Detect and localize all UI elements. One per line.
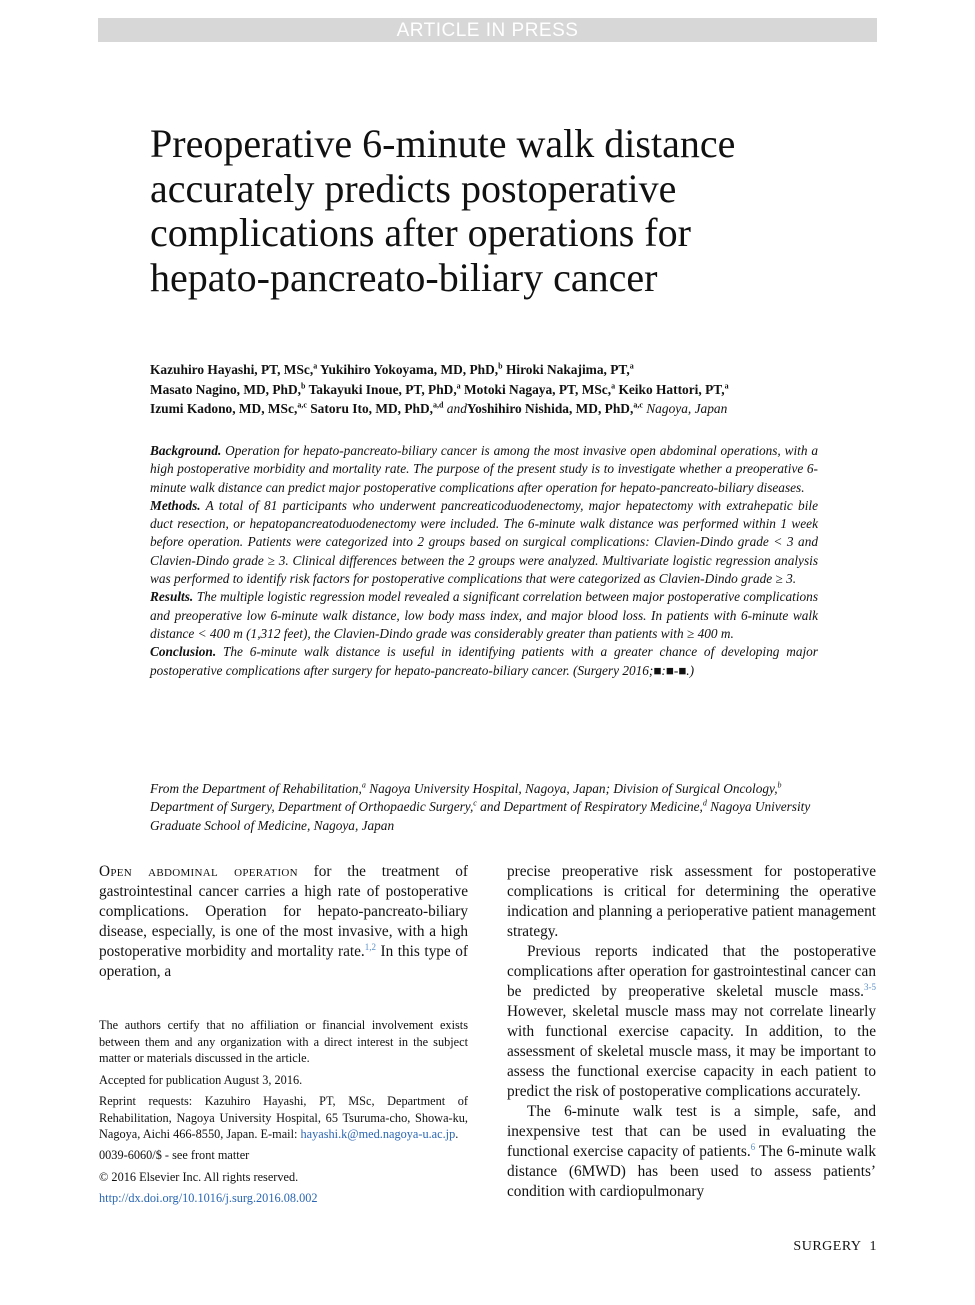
abstract-heading: Conclusion.	[150, 644, 217, 660]
author-name: Yukihiro Yokoyama, MD, PhD,	[320, 362, 499, 377]
author-location: Nagoya, Japan	[646, 401, 728, 416]
affiliation-mark: d	[702, 798, 707, 808]
affiliation-mark: b	[301, 381, 306, 391]
article-title: Preoperative 6-minute walk distance accurately predicts postoperative complications after operations for hepato-pancreato-biliary cancer	[150, 121, 736, 300]
affiliation-text: Nagoya University Graduate School of Medicine, Nagoya, Japan	[150, 799, 811, 833]
affiliation-text: Department of Surgery, Department of Orthopaedic Surgery,	[150, 799, 474, 815]
affiliation-mark: a,d	[432, 400, 444, 410]
affiliation-mark: a	[724, 381, 729, 391]
doi-link[interactable]: http://dx.doi.org/10.1016/j.surg.2016.08.002	[99, 1190, 318, 1205]
abstract-heading: Methods.	[150, 497, 201, 513]
affiliation-mark: a	[456, 381, 461, 391]
author-name: Satoru Ito, MD, PhD,	[310, 401, 433, 416]
citation-link[interactable]: 3-5	[864, 981, 876, 992]
conflict-statement: The authors certify that no affiliation or financial involvement exists between them and any organization with a direct interest in the subject matter or materials discussed in the article.	[99, 1018, 468, 1066]
author-name: Takayuki Inoue, PT, PhD,	[308, 381, 457, 397]
author-name: Keiko Hattori, PT,	[618, 381, 725, 397]
author-line-3	[150, 401, 727, 416]
abstract-text: Operation for hepato-pancreato-biliary cancer is among the most invasive open abdominal operations, with a high postoperative morbidity and mortality rate. The purpose of the present study is to investigate whether a preoperative 6-minute walk distance can predict major postoperative complications after operation for hepato-pancreato-biliary diseases.	[150, 443, 818, 495]
abstract-conclusion	[150, 643, 818, 680]
body-paragraph	[507, 942, 876, 1102]
affiliation-text: and Department of Respiratory Medicine,	[476, 799, 703, 815]
affiliation-mark: a,c	[633, 400, 643, 410]
affiliation-mark: b	[777, 780, 782, 790]
affiliation-mark: a	[313, 361, 318, 371]
body-text: The 6-minute walk test is a simple, safe, and inexpensive test that can be used in evaluating the functional exercise capacity of patients.	[507, 1103, 876, 1160]
body-column-left	[99, 862, 468, 982]
affiliation-mark: c	[473, 798, 477, 808]
body-paragraph: precise preoperative risk assessment for postoperative complications is critical for determining the operative indication and planning a perioperative patient management strategy.	[507, 863, 876, 940]
affiliation-mark: a	[629, 361, 634, 371]
abstract-text: The 6-minute walk distance is useful in identifying patients with a greater chance of developing major postoperative complications after surgery for hepato-pancreato-biliary cancer. (Surgery 2016;■:■-■.)	[150, 644, 818, 678]
body-column-right	[507, 862, 876, 1202]
article-footnotes	[99, 1017, 468, 1211]
issn-line: 0039-6060/$ - see front matter	[99, 1148, 250, 1163]
author-name: Hiroki Nakajima, PT,	[505, 362, 630, 377]
author-name: Masato Nagino, MD, PhD,	[150, 381, 302, 397]
affiliation-text: From the Department of Rehabilitation,	[150, 781, 362, 796]
author-name: Motoki Nagaya, PT, MSc,	[464, 381, 612, 397]
email-link[interactable]: hayashi.k@med.nagoya-u.ac.jp	[300, 1127, 456, 1142]
abstract	[150, 442, 818, 680]
abstract-text: A total of 81 participants who underwent pancreaticoduodenectomy, major hepatectomy with extrahepatic bile duct resection, or hepatopancreatoduodenectomy were included. The 6-minute walk distance was performed within 1 week before operation. Patients were categorized into 2 groups based on surgical complications: Clavien-Dindo grade < 3 and Clavien-Dindo grade ≥ 3. Clinical differences between the 2 groups were analyzed. Multivariate logistic regression analysis was performed to identify risk factors for postoperative complications that were categorized as Clavien-Dindo grade ≥ 3.	[150, 497, 818, 587]
citation-link[interactable]: 1,2	[364, 941, 376, 952]
accepted-date: Accepted for publication August 3, 2016.	[99, 1072, 303, 1087]
body-text: The 6-minute walk distance (6MWD) has been used to assess patients’ condition with cardiopulmonary	[507, 1143, 876, 1200]
author-conjunction: and	[446, 401, 467, 416]
affiliations	[150, 780, 818, 835]
page-footer	[700, 1238, 877, 1256]
reprint-end: .	[455, 1127, 459, 1142]
author-name: Yoshihiro Nishida, MD, PhD,	[466, 401, 634, 416]
author-line-2	[150, 382, 729, 397]
author-name: Kazuhiro Hayashi, PT, MSc,	[150, 362, 314, 377]
affiliation-mark: b	[498, 361, 503, 371]
journal-name: SURGERY	[793, 1239, 862, 1254]
reprint-requests	[99, 1093, 468, 1143]
abstract-heading: Results.	[150, 589, 194, 605]
lead-in-smallcaps: Open abdominal operation	[99, 863, 298, 880]
abstract-methods	[150, 497, 818, 588]
author-name: Izumi Kadono, MD, MSc,	[150, 401, 298, 416]
abstract-text: The multiple logistic regression model revealed a significant correlation between major postoperative complications and preoperative low 6-minute walk distance, low body mass index, and major blood loss. In patients with 6-minute walk distance < 400 m (1,312 feet), the Clavien-Dindo grade was considerably greater than patients with ≥ 400 m.	[150, 589, 819, 641]
abstract-results	[150, 588, 818, 643]
body-text: In this type of operation, a	[99, 943, 468, 980]
body-text: for the treatment of gastrointestinal cancer carries a high rate of postoperative complications. Operation for hepato-pancreato-biliary disease, especially, is one of the most invasive, with a high postoperative morbidity and mortality rate.	[99, 863, 468, 960]
copyright-line: © 2016 Elsevier Inc. All rights reserved.	[99, 1169, 299, 1184]
article-in-press-banner: ARTICLE IN PRESS	[98, 18, 877, 42]
author-line-1	[150, 362, 634, 377]
abstract-background	[150, 442, 818, 497]
body-text: However, skeletal muscle mass may not correlate linearly with functional exercise capacity. In addition, to the assessment of skeletal muscle mass, it may be important to assess the functional exercise capacity in each patient to predict the risk of postoperative complications accurately.	[507, 1003, 876, 1100]
abstract-heading: Background.	[150, 443, 222, 458]
body-paragraph	[507, 1102, 876, 1202]
affiliation-mark: a,c	[297, 400, 307, 410]
affiliation-text: Nagoya University Hospital, Nagoya, Japan; Division of Surgical Oncology,	[365, 781, 778, 796]
citation-link[interactable]: 6	[750, 1141, 756, 1152]
reprint-text: Reprint requests: Kazuhiro Hayashi, PT, MSc, Department of Rehabilitation, Nagoya University Hospital, 65 Tsuruma-cho, Showa-ku, Nagoya, Aichi 466-8550, Japan. E-mail:	[99, 1093, 468, 1142]
body-paragraph	[99, 862, 468, 982]
body-text: Previous reports indicated that the postoperative complications after operation for gastrointestinal cancer can be predicted by preoperative skeletal muscle mass.	[507, 943, 876, 1000]
page-number: 1	[869, 1239, 877, 1254]
doi-line	[99, 1190, 468, 1207]
affiliation-mark: a	[611, 381, 616, 391]
author-list	[150, 360, 830, 419]
affiliation-mark: a	[361, 780, 366, 790]
